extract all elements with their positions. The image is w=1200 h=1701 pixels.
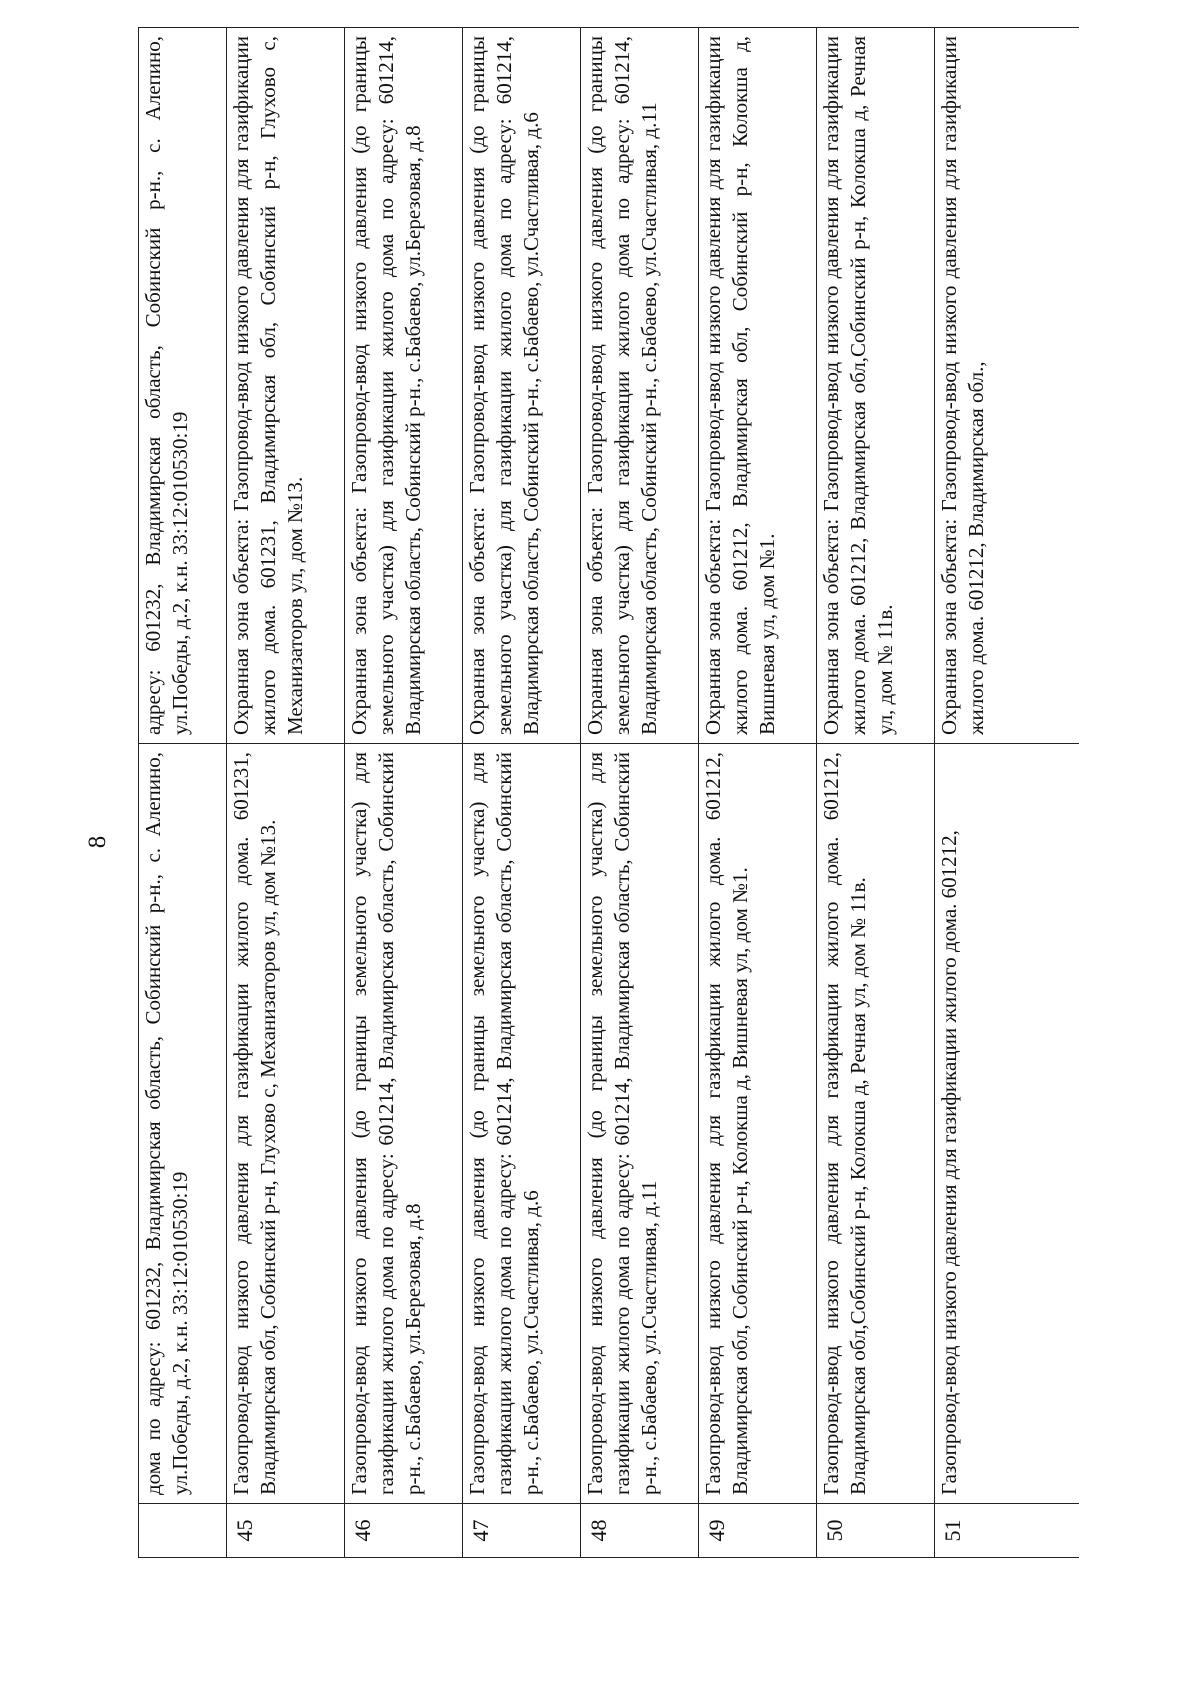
object-name: Газопровод-ввод низкого давления (до границы земельного участка) для газификации жилого дома по адресу: 601214, Владимирская область, Собинский р-н., с.Бабаево, ул.Счастливая, д.11 bbox=[581, 744, 699, 1504]
table-row bbox=[463, 28, 581, 1558]
zone-description: Охранная зона объекта: Газопровод-ввод низкого давления (до границы земельного участка) для газификации жилого дома по адресу: 601214, Владимирская область, Собинский р-н., с.Бабаево, ул.Счастливая, д.6 bbox=[463, 28, 581, 744]
row-number: 51 bbox=[935, 1504, 1079, 1558]
row-number: 49 bbox=[699, 1504, 817, 1558]
row-number bbox=[139, 1504, 227, 1558]
row-number: 50 bbox=[817, 1504, 935, 1558]
row-number: 48 bbox=[581, 1504, 699, 1558]
table-row bbox=[345, 28, 463, 1558]
zone-description: Охранная зона объекта: Газопровод-ввод низкого давления для газификации жилого дома. 601212, Владимирская обл, Собинский р-н, Колокша д, Вишневая ул, дом №1. bbox=[699, 28, 817, 744]
object-name: Газопровод-ввод низкого давления для газификации жилого дома. 601212, Владимирская обл,Собинский р-н, Колокша д, Речная ул, дом № 11в. bbox=[817, 744, 935, 1504]
table-row bbox=[699, 28, 817, 1558]
table-row bbox=[817, 28, 935, 1558]
table-row bbox=[935, 28, 1079, 1558]
zone-description: Охранная зона объекта: Газопровод-ввод низкого давления для газификации жилого дома. 601212, Владимирская обл., bbox=[935, 28, 1079, 744]
zone-description: Охранная зона объекта: Газопровод-ввод низкого давления (до границы земельного участка) для газификации жилого дома по адресу: 601214, Владимирская область, Собинский р-н., с.Бабаево, ул.Березовая, д.8 bbox=[345, 28, 463, 744]
object-name: Газопровод-ввод низкого давления для газификации жилого дома. 601231, Владимирская обл, Собинский р-н, Глухово с, Механизаторов ул, дом №13. bbox=[227, 744, 345, 1504]
row-number: 45 bbox=[227, 1504, 345, 1558]
table-row bbox=[139, 28, 227, 1558]
object-name: Газопровод-ввод низкого давления (до границы земельного участка) для газификации жилого дома по адресу: 601214, Владимирская область, Собинский р-н., с.Бабаево, ул.Счастливая, д.6 bbox=[463, 744, 581, 1504]
zone-description: адресу: 601232, Владимирская область, Собинский р-н., с. Алепино, ул.Победы, д.2, к.н. 33:12:010530:19 bbox=[139, 28, 227, 744]
zone-description: Охранная зона объекта: Газопровод-ввод низкого давления для газификации жилого дома. 601212, Владимирская обл,Собинский р-н, Колокша д, Речная ул, дом № 11в. bbox=[817, 28, 935, 744]
table-row bbox=[227, 28, 345, 1558]
zone-description: Охранная зона объекта: Газопровод-ввод низкого давления для газификации жилого дома. 601231, Владимирская обл, Собинский р-н, Глухово с, Механизаторов ул, дом №13. bbox=[227, 28, 345, 744]
table-row bbox=[581, 28, 699, 1558]
row-number: 47 bbox=[463, 1504, 581, 1558]
registry-table bbox=[138, 27, 1079, 1558]
object-name: Газопровод-ввод низкого давления (до границы земельного участка) для газификации жилого дома по адресу: 601214, Владимирская область, Собинский р-н., с.Бабаево, ул.Березовая, д.8 bbox=[345, 744, 463, 1504]
table-frame bbox=[138, 28, 1078, 1558]
row-number: 46 bbox=[345, 1504, 463, 1558]
object-name: Газопровод-ввод низкого давления для газификации жилого дома. 601212, Владимирская обл, Собинский р-н, Колокша д, Вишневая ул, дом №1. bbox=[699, 744, 817, 1504]
object-name: дома по адресу: 601232, Владимирская область, Собинский р-н., с. Алепино, ул.Победы, д.2, к.н. 33:12:010530:19 bbox=[139, 744, 227, 1504]
zone-description: Охранная зона объекта: Газопровод-ввод низкого давления (до границы земельного участка) для газификации жилого дома по адресу: 601214, Владимирская область, Собинский р-н., с.Бабаево, ул.Счастливая, д.11 bbox=[581, 28, 699, 744]
object-name: Газопровод-ввод низкого давления для газификации жилого дома. 601212, bbox=[935, 744, 1079, 1504]
page-number: 8 bbox=[84, 835, 111, 849]
